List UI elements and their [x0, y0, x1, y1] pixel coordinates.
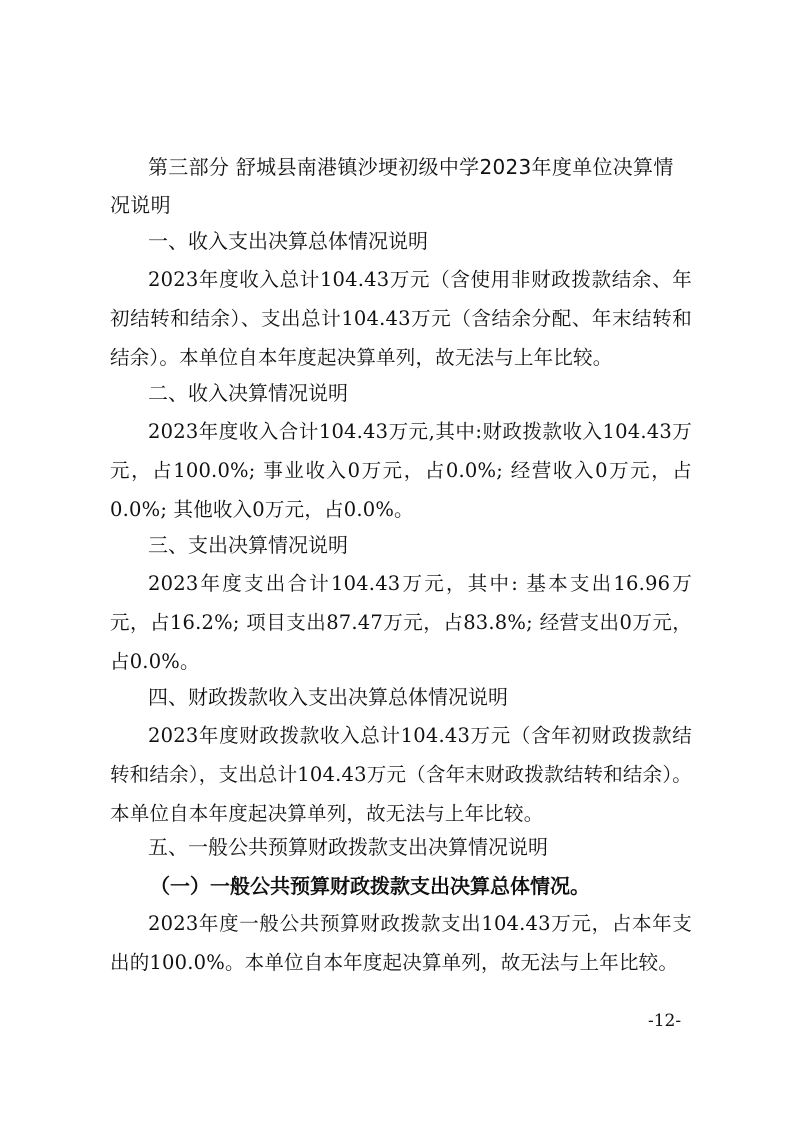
page-number: -12- [648, 1011, 682, 1031]
page-title: 第三部分 舒城县南港镇沙埂初级中学2023年度单位决算情况说明 [110, 155, 674, 217]
section-paragraph-3: 2023年度支出合计104.43万元，其中: 基本支出16.96万元，占16.2%; 项目支出87.47万元，占83.8%; 经营支出0万元，占0.0%。 [110, 572, 692, 673]
section-subheading-5-1: （一）一般公共预算财政拨款支出决算总体情况。 [150, 874, 590, 898]
section-paragraph-5: 2023年度一般公共预算财政拨款支出104.43万元，占本年支出的100.0%。本单位自本年度起决算单列，故无法与上年比较。 [110, 912, 692, 974]
section-paragraph-2: 2023年度收入合计104.43万元,其中:财政拨款收入104.43万元，占100.0%; 事业收入0万元，占0.0%; 经营收入0万元，占0.0%; 其他收入0万元，占0.0%。 [110, 420, 692, 521]
section-paragraph-1: 2023年度收入总计104.43万元（含使用非财政拨款结余、年初结转和结余）、支出总计104.43万元（含结余分配、年末结转和结余）。本单位自本年度起决算单列，故无法与上年比较。 [110, 268, 692, 369]
section-heading-1: 一、收入支出决算总体情况说明 [148, 229, 428, 253]
section-heading-3: 三、支出决算情况说明 [148, 533, 348, 557]
section-heading-5: 五、一般公共预算财政拨款支出决算情况说明 [148, 835, 548, 859]
section-heading-4: 四、财政拨款收入支出决算总体情况说明 [148, 685, 508, 709]
section-heading-2: 二、收入决算情况说明 [148, 381, 348, 405]
section-paragraph-4: 2023年度财政拨款收入总计104.43万元（含年初财政拨款结转和结余），支出总计104.43万元（含年末财政拨款结转和结余）。本单位自本年度起决算单列，故无法与上年比较。 [110, 724, 692, 825]
